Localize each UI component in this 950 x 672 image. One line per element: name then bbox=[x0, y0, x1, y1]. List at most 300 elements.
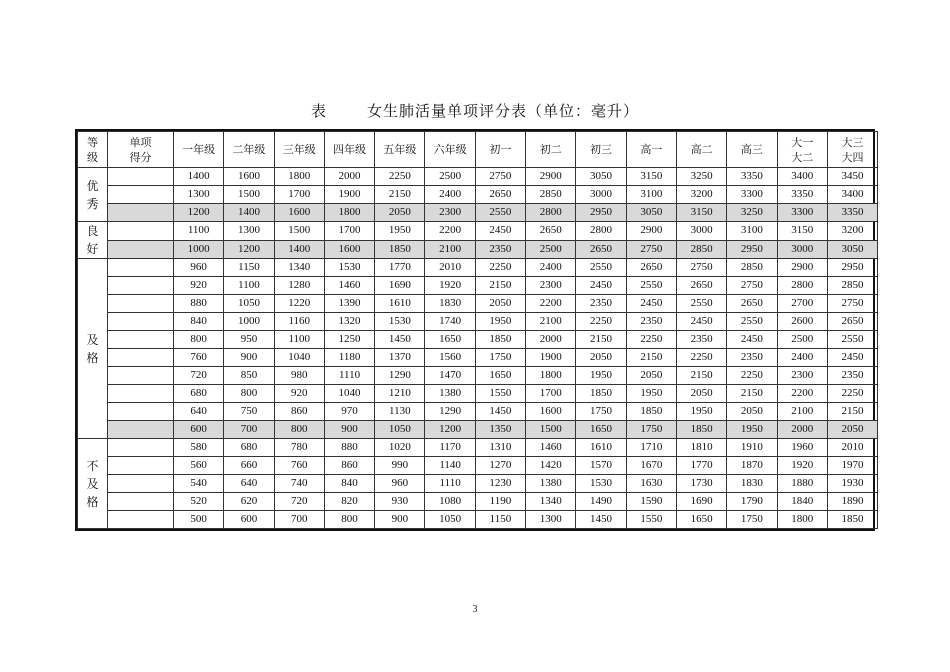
table-title-text: 女生肺活量单项评分表（单位：毫升） bbox=[367, 102, 640, 120]
value-cell: 2250 bbox=[475, 259, 525, 277]
value-cell: 2150 bbox=[475, 277, 525, 295]
score-cell bbox=[108, 277, 174, 295]
value-cell: 1450 bbox=[375, 331, 425, 349]
value-cell: 2100 bbox=[777, 403, 827, 421]
value-cell: 1950 bbox=[475, 313, 525, 331]
value-cell: 1280 bbox=[274, 277, 324, 295]
value-cell: 2850 bbox=[676, 240, 726, 259]
value-cell: 1380 bbox=[425, 385, 475, 403]
value-cell: 2010 bbox=[827, 439, 877, 457]
value-cell: 1160 bbox=[274, 313, 324, 331]
value-cell: 2350 bbox=[676, 331, 726, 349]
value-cell: 980 bbox=[274, 367, 324, 385]
table-row bbox=[78, 204, 878, 222]
value-cell: 2150 bbox=[375, 186, 425, 204]
value-cell: 2950 bbox=[827, 259, 877, 277]
value-cell: 3050 bbox=[626, 204, 676, 222]
value-cell: 740 bbox=[274, 475, 324, 493]
value-cell: 1320 bbox=[324, 313, 374, 331]
value-cell: 1100 bbox=[224, 277, 274, 295]
value-cell: 880 bbox=[174, 295, 224, 313]
value-cell: 2300 bbox=[425, 204, 475, 222]
value-cell: 1690 bbox=[676, 493, 726, 511]
header-cell: 五年级 bbox=[375, 132, 425, 168]
value-cell: 1530 bbox=[324, 259, 374, 277]
value-cell: 2450 bbox=[475, 222, 525, 241]
score-cell bbox=[108, 186, 174, 204]
value-cell: 3450 bbox=[827, 168, 877, 186]
value-cell: 2050 bbox=[727, 403, 777, 421]
value-cell: 950 bbox=[224, 331, 274, 349]
value-cell: 2250 bbox=[727, 367, 777, 385]
value-cell: 2750 bbox=[827, 295, 877, 313]
value-cell: 1900 bbox=[324, 186, 374, 204]
value-cell: 2350 bbox=[576, 295, 626, 313]
value-cell: 760 bbox=[274, 457, 324, 475]
value-cell: 1890 bbox=[827, 493, 877, 511]
score-table-wrapper bbox=[75, 129, 875, 531]
value-cell: 860 bbox=[274, 403, 324, 421]
value-cell: 680 bbox=[224, 439, 274, 457]
value-cell: 3150 bbox=[676, 204, 726, 222]
value-cell: 2800 bbox=[777, 277, 827, 295]
value-cell: 930 bbox=[375, 493, 425, 511]
value-cell: 3150 bbox=[777, 222, 827, 241]
table-row bbox=[78, 277, 878, 295]
value-cell: 600 bbox=[174, 421, 224, 439]
value-cell: 1950 bbox=[727, 421, 777, 439]
value-cell: 2200 bbox=[777, 385, 827, 403]
value-cell: 2150 bbox=[827, 403, 877, 421]
value-cell: 1600 bbox=[526, 403, 576, 421]
header-cell: 大一 大二 bbox=[777, 132, 827, 168]
value-cell: 900 bbox=[224, 349, 274, 367]
value-cell: 3100 bbox=[626, 186, 676, 204]
value-cell: 1340 bbox=[526, 493, 576, 511]
value-cell: 970 bbox=[324, 403, 374, 421]
value-cell: 2650 bbox=[576, 240, 626, 259]
value-cell: 2100 bbox=[425, 240, 475, 259]
value-cell: 1530 bbox=[576, 475, 626, 493]
value-cell: 2000 bbox=[324, 168, 374, 186]
value-cell: 2900 bbox=[777, 259, 827, 277]
value-cell: 1630 bbox=[626, 475, 676, 493]
value-cell: 2650 bbox=[626, 259, 676, 277]
value-cell: 1550 bbox=[475, 385, 525, 403]
value-cell: 3150 bbox=[626, 168, 676, 186]
value-cell: 1230 bbox=[475, 475, 525, 493]
value-cell: 2550 bbox=[827, 331, 877, 349]
value-cell: 1970 bbox=[827, 457, 877, 475]
value-cell: 3300 bbox=[777, 204, 827, 222]
value-cell: 2750 bbox=[626, 240, 676, 259]
value-cell: 1830 bbox=[425, 295, 475, 313]
value-cell: 1500 bbox=[526, 421, 576, 439]
score-cell bbox=[108, 511, 174, 529]
value-cell: 2450 bbox=[727, 331, 777, 349]
header-row bbox=[78, 132, 878, 168]
value-cell: 1290 bbox=[375, 367, 425, 385]
value-cell: 1920 bbox=[777, 457, 827, 475]
value-cell: 1650 bbox=[425, 331, 475, 349]
value-cell: 900 bbox=[375, 511, 425, 529]
value-cell: 1450 bbox=[475, 403, 525, 421]
value-cell: 500 bbox=[174, 511, 224, 529]
score-cell bbox=[108, 403, 174, 421]
value-cell: 850 bbox=[224, 367, 274, 385]
value-cell: 560 bbox=[174, 457, 224, 475]
value-cell: 2000 bbox=[777, 421, 827, 439]
value-cell: 1800 bbox=[526, 367, 576, 385]
table-row bbox=[78, 259, 878, 277]
value-cell: 1400 bbox=[224, 204, 274, 222]
value-cell: 2250 bbox=[676, 349, 726, 367]
value-cell: 960 bbox=[375, 475, 425, 493]
table-row bbox=[78, 186, 878, 204]
page-number: 3 bbox=[472, 604, 478, 615]
value-cell: 2450 bbox=[676, 313, 726, 331]
value-cell: 1690 bbox=[375, 277, 425, 295]
table-row bbox=[78, 457, 878, 475]
header-cell: 等 级 bbox=[78, 132, 108, 168]
value-cell: 3400 bbox=[777, 168, 827, 186]
value-cell: 1050 bbox=[224, 295, 274, 313]
value-cell: 960 bbox=[174, 259, 224, 277]
value-cell: 3250 bbox=[727, 204, 777, 222]
value-cell: 1600 bbox=[324, 240, 374, 259]
value-cell: 1800 bbox=[777, 511, 827, 529]
grade-cell: 及 格 bbox=[78, 259, 108, 439]
value-cell: 750 bbox=[224, 403, 274, 421]
value-cell: 700 bbox=[224, 421, 274, 439]
value-cell: 2850 bbox=[827, 277, 877, 295]
value-cell: 2150 bbox=[727, 385, 777, 403]
value-cell: 900 bbox=[324, 421, 374, 439]
value-cell: 780 bbox=[274, 439, 324, 457]
value-cell: 1400 bbox=[174, 168, 224, 186]
value-cell: 1800 bbox=[274, 168, 324, 186]
value-cell: 1470 bbox=[425, 367, 475, 385]
score-cell bbox=[108, 439, 174, 457]
header-cell: 三年级 bbox=[274, 132, 324, 168]
value-cell: 2550 bbox=[475, 204, 525, 222]
value-cell: 1200 bbox=[174, 204, 224, 222]
table-row bbox=[78, 367, 878, 385]
value-cell: 1850 bbox=[676, 421, 726, 439]
value-cell: 1270 bbox=[475, 457, 525, 475]
value-cell: 1850 bbox=[827, 511, 877, 529]
value-cell: 3250 bbox=[676, 168, 726, 186]
value-cell: 1710 bbox=[626, 439, 676, 457]
value-cell: 2350 bbox=[626, 313, 676, 331]
table-row bbox=[78, 331, 878, 349]
value-cell: 720 bbox=[174, 367, 224, 385]
score-cell bbox=[108, 222, 174, 241]
value-cell: 1770 bbox=[676, 457, 726, 475]
value-cell: 1950 bbox=[626, 385, 676, 403]
value-cell: 2250 bbox=[626, 331, 676, 349]
value-cell: 1020 bbox=[375, 439, 425, 457]
value-cell: 2400 bbox=[425, 186, 475, 204]
value-cell: 1080 bbox=[425, 493, 475, 511]
value-cell: 2650 bbox=[827, 313, 877, 331]
value-cell: 2550 bbox=[676, 295, 726, 313]
value-cell: 2950 bbox=[727, 240, 777, 259]
value-cell: 2350 bbox=[727, 349, 777, 367]
table-row bbox=[78, 349, 878, 367]
value-cell: 1110 bbox=[425, 475, 475, 493]
grade-cell: 优 秀 bbox=[78, 168, 108, 222]
value-cell: 760 bbox=[174, 349, 224, 367]
value-cell: 1750 bbox=[626, 421, 676, 439]
value-cell: 2850 bbox=[727, 259, 777, 277]
table-row bbox=[78, 385, 878, 403]
value-cell: 2550 bbox=[576, 259, 626, 277]
value-cell: 2350 bbox=[827, 367, 877, 385]
table-body bbox=[78, 168, 878, 529]
value-cell: 1930 bbox=[827, 475, 877, 493]
value-cell: 1770 bbox=[375, 259, 425, 277]
value-cell: 3350 bbox=[727, 168, 777, 186]
value-cell: 2600 bbox=[777, 313, 827, 331]
value-cell: 1610 bbox=[576, 439, 626, 457]
value-cell: 3200 bbox=[827, 222, 877, 241]
value-cell: 1880 bbox=[777, 475, 827, 493]
score-cell bbox=[108, 421, 174, 439]
value-cell: 2250 bbox=[827, 385, 877, 403]
value-cell: 1750 bbox=[727, 511, 777, 529]
value-cell: 640 bbox=[224, 475, 274, 493]
value-cell: 3350 bbox=[827, 204, 877, 222]
value-cell: 1850 bbox=[626, 403, 676, 421]
value-cell: 2150 bbox=[626, 349, 676, 367]
value-cell: 2900 bbox=[526, 168, 576, 186]
value-cell: 660 bbox=[224, 457, 274, 475]
value-cell: 1750 bbox=[475, 349, 525, 367]
value-cell: 2250 bbox=[375, 168, 425, 186]
value-cell: 1950 bbox=[576, 367, 626, 385]
value-cell: 1190 bbox=[475, 493, 525, 511]
header-cell: 初一 bbox=[475, 132, 525, 168]
score-table bbox=[77, 131, 878, 529]
value-cell: 2550 bbox=[626, 277, 676, 295]
value-cell: 2050 bbox=[827, 421, 877, 439]
value-cell: 1800 bbox=[324, 204, 374, 222]
value-cell: 520 bbox=[174, 493, 224, 511]
value-cell: 3350 bbox=[777, 186, 827, 204]
value-cell: 2050 bbox=[375, 204, 425, 222]
value-cell: 2650 bbox=[526, 222, 576, 241]
value-cell: 2050 bbox=[626, 367, 676, 385]
value-cell: 2000 bbox=[526, 331, 576, 349]
value-cell: 1790 bbox=[727, 493, 777, 511]
value-cell: 1040 bbox=[324, 385, 374, 403]
value-cell: 1550 bbox=[626, 511, 676, 529]
value-cell: 1700 bbox=[324, 222, 374, 241]
value-cell: 2550 bbox=[727, 313, 777, 331]
value-cell: 1420 bbox=[526, 457, 576, 475]
value-cell: 800 bbox=[274, 421, 324, 439]
value-cell: 1450 bbox=[576, 511, 626, 529]
value-cell: 1250 bbox=[324, 331, 374, 349]
value-cell: 2500 bbox=[526, 240, 576, 259]
value-cell: 800 bbox=[324, 511, 374, 529]
value-cell: 2800 bbox=[526, 204, 576, 222]
value-cell: 2150 bbox=[576, 331, 626, 349]
value-cell: 2700 bbox=[777, 295, 827, 313]
header-cell: 单项 得分 bbox=[108, 132, 174, 168]
score-cell bbox=[108, 313, 174, 331]
value-cell: 1460 bbox=[526, 439, 576, 457]
table-row bbox=[78, 168, 878, 186]
table-row bbox=[78, 511, 878, 529]
header-cell: 高三 bbox=[727, 132, 777, 168]
value-cell: 2400 bbox=[526, 259, 576, 277]
header-cell: 高二 bbox=[676, 132, 726, 168]
value-cell: 1740 bbox=[425, 313, 475, 331]
value-cell: 1100 bbox=[174, 222, 224, 241]
value-cell: 3000 bbox=[777, 240, 827, 259]
value-cell: 2750 bbox=[727, 277, 777, 295]
value-cell: 2050 bbox=[676, 385, 726, 403]
value-cell: 860 bbox=[324, 457, 374, 475]
value-cell: 1650 bbox=[475, 367, 525, 385]
value-cell: 3100 bbox=[727, 222, 777, 241]
value-cell: 2950 bbox=[576, 204, 626, 222]
value-cell: 1390 bbox=[324, 295, 374, 313]
value-cell: 920 bbox=[174, 277, 224, 295]
value-cell: 840 bbox=[324, 475, 374, 493]
value-cell: 1210 bbox=[375, 385, 425, 403]
value-cell: 800 bbox=[174, 331, 224, 349]
score-cell bbox=[108, 204, 174, 222]
value-cell: 1950 bbox=[375, 222, 425, 241]
value-cell: 1490 bbox=[576, 493, 626, 511]
value-cell: 3050 bbox=[576, 168, 626, 186]
value-cell: 1000 bbox=[224, 313, 274, 331]
value-cell: 1670 bbox=[626, 457, 676, 475]
value-cell: 1100 bbox=[274, 331, 324, 349]
value-cell: 1200 bbox=[425, 421, 475, 439]
value-cell: 1350 bbox=[475, 421, 525, 439]
value-cell: 1910 bbox=[727, 439, 777, 457]
value-cell: 1150 bbox=[475, 511, 525, 529]
value-cell: 640 bbox=[174, 403, 224, 421]
value-cell: 880 bbox=[324, 439, 374, 457]
score-cell bbox=[108, 259, 174, 277]
score-cell bbox=[108, 331, 174, 349]
value-cell: 3050 bbox=[827, 240, 877, 259]
value-cell: 2750 bbox=[475, 168, 525, 186]
value-cell: 1290 bbox=[425, 403, 475, 421]
score-cell bbox=[108, 349, 174, 367]
header-cell: 初二 bbox=[526, 132, 576, 168]
value-cell: 1180 bbox=[324, 349, 374, 367]
value-cell: 1300 bbox=[224, 222, 274, 241]
table-row bbox=[78, 475, 878, 493]
value-cell: 2350 bbox=[475, 240, 525, 259]
value-cell: 1830 bbox=[727, 475, 777, 493]
value-cell: 3400 bbox=[827, 186, 877, 204]
value-cell: 2300 bbox=[777, 367, 827, 385]
value-cell: 800 bbox=[224, 385, 274, 403]
value-cell: 1140 bbox=[425, 457, 475, 475]
value-cell: 2750 bbox=[676, 259, 726, 277]
value-cell: 1810 bbox=[676, 439, 726, 457]
value-cell: 1500 bbox=[224, 186, 274, 204]
value-cell: 2650 bbox=[727, 295, 777, 313]
score-cell bbox=[108, 475, 174, 493]
value-cell: 2150 bbox=[676, 367, 726, 385]
value-cell: 1560 bbox=[425, 349, 475, 367]
value-cell: 840 bbox=[174, 313, 224, 331]
header-cell: 大三 大四 bbox=[827, 132, 877, 168]
value-cell: 620 bbox=[224, 493, 274, 511]
header-cell: 初三 bbox=[576, 132, 626, 168]
table-row bbox=[78, 421, 878, 439]
score-cell bbox=[108, 457, 174, 475]
value-cell: 1750 bbox=[576, 403, 626, 421]
value-cell: 2500 bbox=[425, 168, 475, 186]
value-cell: 1600 bbox=[224, 168, 274, 186]
table-row bbox=[78, 493, 878, 511]
score-cell bbox=[108, 367, 174, 385]
score-cell bbox=[108, 240, 174, 259]
value-cell: 1650 bbox=[676, 511, 726, 529]
value-cell: 1460 bbox=[324, 277, 374, 295]
value-cell: 2050 bbox=[475, 295, 525, 313]
value-cell: 1700 bbox=[526, 385, 576, 403]
value-cell: 1920 bbox=[425, 277, 475, 295]
value-cell: 1900 bbox=[526, 349, 576, 367]
value-cell: 1340 bbox=[274, 259, 324, 277]
grade-cell: 良 好 bbox=[78, 222, 108, 259]
value-cell: 1610 bbox=[375, 295, 425, 313]
table-row bbox=[78, 295, 878, 313]
value-cell: 1170 bbox=[425, 439, 475, 457]
value-cell: 2650 bbox=[676, 277, 726, 295]
value-cell: 1850 bbox=[375, 240, 425, 259]
grade-cell: 不 及 格 bbox=[78, 439, 108, 529]
value-cell: 3200 bbox=[676, 186, 726, 204]
value-cell: 1110 bbox=[324, 367, 374, 385]
value-cell: 3000 bbox=[576, 186, 626, 204]
value-cell: 1500 bbox=[274, 222, 324, 241]
value-cell: 3000 bbox=[676, 222, 726, 241]
value-cell: 1570 bbox=[576, 457, 626, 475]
value-cell: 2650 bbox=[475, 186, 525, 204]
value-cell: 1590 bbox=[626, 493, 676, 511]
value-cell: 1370 bbox=[375, 349, 425, 367]
value-cell: 1200 bbox=[224, 240, 274, 259]
value-cell: 1150 bbox=[224, 259, 274, 277]
table-title bbox=[0, 100, 950, 121]
value-cell: 1870 bbox=[727, 457, 777, 475]
value-cell: 2850 bbox=[526, 186, 576, 204]
value-cell: 1530 bbox=[375, 313, 425, 331]
value-cell: 1850 bbox=[475, 331, 525, 349]
value-cell: 1310 bbox=[475, 439, 525, 457]
header-cell: 二年级 bbox=[224, 132, 274, 168]
table-title-prefix: 表 bbox=[310, 102, 327, 120]
value-cell: 1960 bbox=[777, 439, 827, 457]
table-header bbox=[78, 132, 878, 168]
value-cell: 1050 bbox=[425, 511, 475, 529]
value-cell: 1400 bbox=[274, 240, 324, 259]
value-cell: 2400 bbox=[777, 349, 827, 367]
table-row bbox=[78, 313, 878, 331]
value-cell: 2300 bbox=[526, 277, 576, 295]
